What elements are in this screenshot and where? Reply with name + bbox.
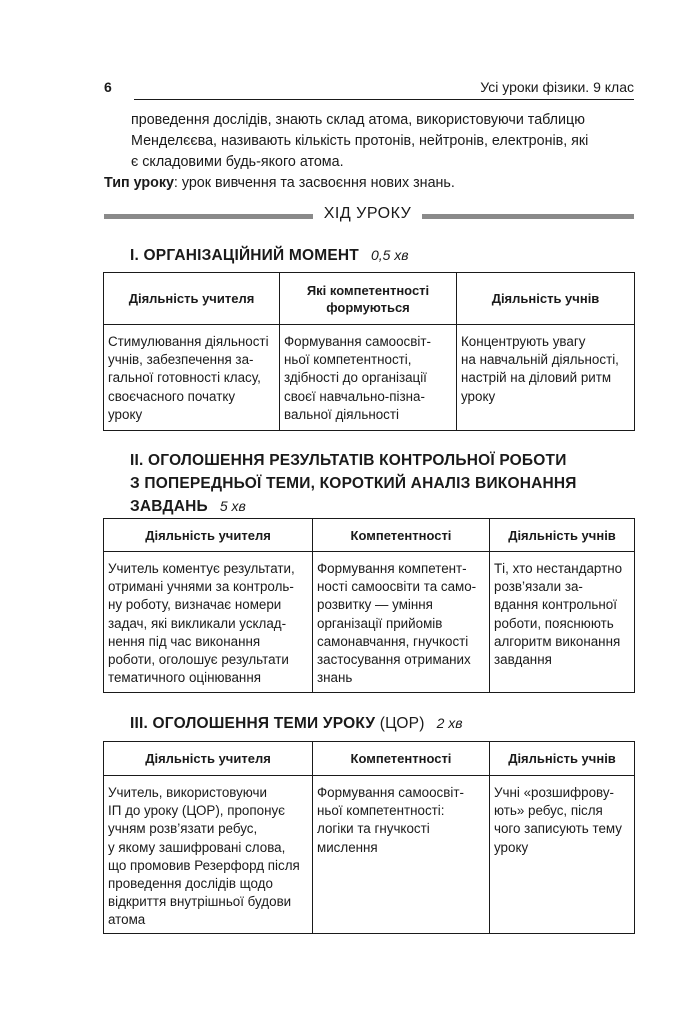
stage-1-title [130,244,630,267]
header-rule [134,99,634,100]
student-activity-cell: Ті, хто нестандартно розв’язали за- вдання контрольної роботи, пояснюють алгоритм виконання завдання [490,552,635,693]
section-rule-left [104,214,313,219]
stage-duration: 5 хв [219,498,246,514]
intro-line: є складовими будь-якого атома. [131,154,344,170]
column-header-students: Діяльність учнів [490,519,635,552]
stage-title-line: З ПОПЕРЕДНЬОЇ ТЕМИ, КОРОТКИЙ АНАЛІЗ ВИКОНАННЯ [130,475,577,492]
stage-duration: 0,5 хв [370,247,409,263]
column-header-competences: Компетентності [313,742,490,776]
competences-cell: Формування компетент- ності самоосвіти та само- розвитку — уміння організації прийомів самонавчання, гнучкості застосування отриманих знань [313,552,490,693]
table-header-row [104,273,635,325]
intro-text [104,110,634,194]
competences-cell: Формування самоосвіт- ньої компетентності: логіки та гнучкості мислення [313,776,490,934]
page-number: 6 [104,79,112,95]
stage-title-text: I. ОРГАНІЗАЦІЙНИЙ МОМЕНТ [130,247,359,264]
stage-title-line: ЗАВДАНЬ 5 хв [130,498,246,515]
stage-duration: 2 хв [436,715,463,731]
column-header-competences: Компетентності [313,519,490,552]
intro-line: проведення дослідів, знають склад атома, використовуючи таблицю [131,112,585,128]
teacher-activity-cell: Учитель коментує результати, отримані учнями за контроль- ну роботу, визначає номери задач, які викликали усклад- нення під час виконання роботи, оголошує результати тематичного оцінювання [104,552,313,693]
lesson-type-value: : урок вивчення та засвоєння нових знань. [173,175,455,191]
running-title: Усі уроки фізики. 9 клас [480,79,634,95]
stage-title-paren: (ЦОР) [379,715,425,732]
column-header-teacher: Діяльність учителя [104,273,280,325]
column-header-competences: Які компетентності формуються [280,273,457,325]
lesson-type [104,173,634,194]
table-row [104,325,635,431]
table-row [104,776,635,934]
lesson-type-label: Тип уроку [104,175,174,191]
section-heading: ХІД УРОКУ [323,205,412,222]
table-header-row [104,519,635,552]
column-header-students: Діяльність учнів [490,742,635,776]
column-header-teacher: Діяльність учителя [104,519,313,552]
stage-title-text: III. ОГОЛОШЕННЯ ТЕМИ УРОКУ [130,715,376,732]
stage-2-title [130,449,630,518]
teacher-activity-cell: Учитель, використовуючи ІП до уроку (ЦОР), пропонує учням розв’язати ребус, у якому зашифровані слова, що промовив Резерфорд після проведення дослідів щодо відкриття внутрішньої будови атома [104,776,313,934]
stage-2-table [103,518,635,693]
stage-3-title [130,712,630,735]
teacher-activity-cell: Стимулювання діяльності учнів, забезпечення за- гальної готовності класу, своєчасного початку уроку [104,325,280,431]
stage-title-line: II. ОГОЛОШЕННЯ РЕЗУЛЬТАТІВ КОНТРОЛЬНОЇ РОБОТИ [130,452,567,469]
stage-1-table [103,272,635,431]
section-rule-right [422,214,634,219]
intro-line: Менделєєва, називають кількість протонів, нейтронів, електронів, які [131,133,589,149]
student-activity-cell: Концентрують увагу на навчальній діяльності, настрій на діловий ритм уроку [457,325,635,431]
table-row [104,552,635,693]
stage-3-table [103,741,635,934]
student-activity-cell: Учні «розшифрову- ють» ребус, після чого записують тему уроку [490,776,635,934]
column-header-students: Діяльність учнів [457,273,635,325]
competences-cell: Формування самоосвіт- ньої компетентності, здібності до організації своєї навчально-пізна- вальної діяльності [280,325,457,431]
table-header-row [104,742,635,776]
column-header-teacher: Діяльність учителя [104,742,313,776]
